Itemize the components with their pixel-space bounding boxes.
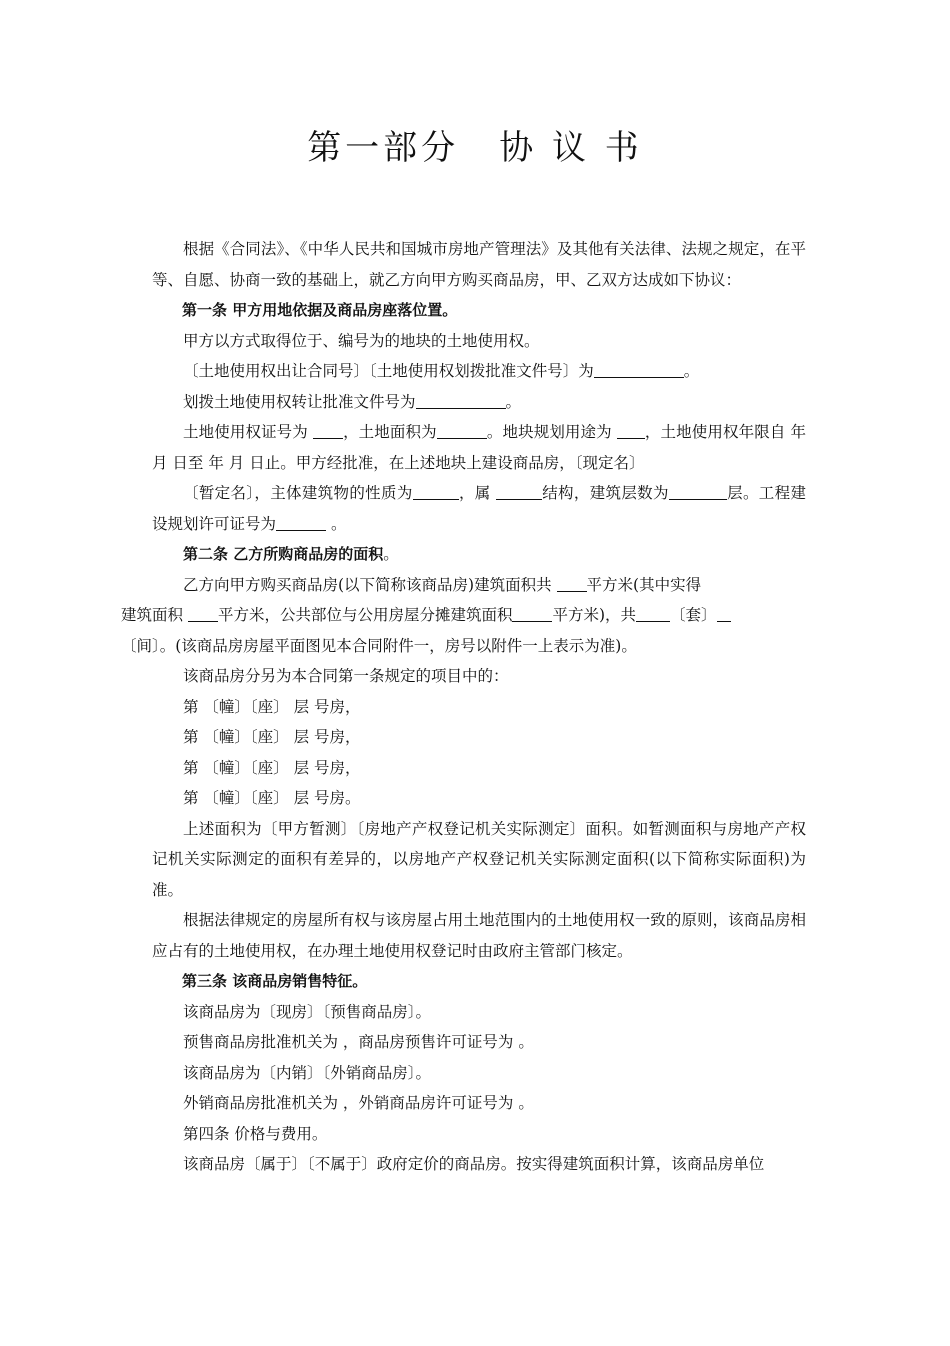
blank-line: [717, 605, 731, 622]
blank-line: [276, 514, 326, 531]
unit-line: 第 〔幢〕〔座〕 层 号房，: [183, 758, 361, 777]
article-4-heading: 第四条 价格与费用。: [183, 1124, 328, 1143]
text: 〔套〕: [670, 606, 717, 624]
text: 平方米(其中实得: [586, 575, 702, 594]
blank-line: [416, 392, 506, 409]
text: 平方米，公共部位与公用房屋分摊建筑面积: [217, 606, 513, 624]
article-2-para-3: 上述面积为〔甲方暂测〕〔房地产产权登记机关实际测定〕面积。如暂测面积与房地产产权记机关实际测定的面积有差异的，以房地产产权登记机关实际测定面积(以下简称实际面积)为准。: [152, 819, 806, 899]
article-3-heading: 第三条 该商品房销售特征。: [182, 972, 368, 990]
blank-line: [188, 605, 218, 622]
text: ，属: [458, 484, 496, 502]
article-3-para-2: 预售商品房批准机关为 ，商品房预售许可证号为 。: [183, 1033, 534, 1051]
blank-line: [636, 605, 670, 622]
text: 乙方向甲方购买商品房(以下简称该商品房)建筑面积共: [183, 575, 557, 594]
text: 层。工程建设规划许可证号为: [152, 484, 806, 533]
text: 结构，建筑层数为: [541, 484, 669, 502]
unit-line: 第 〔幢〕〔座〕 层 号房。: [183, 789, 361, 807]
text: 土地使用权证号为: [183, 423, 313, 441]
article-2-para-2: 该商品房分另为本合同第一条规定的项目中的：: [183, 667, 509, 685]
intro-paragraph: 根据《合同法》、《中华人民共和国城市房地产管理法》及其他有关法律、法规之规定，在平等、自愿、协商一致的基础上，就乙方向甲方购买商品房，甲、乙双方达成如下协议：: [152, 240, 806, 289]
text: 建筑面积: [121, 606, 188, 624]
blank-line: [512, 605, 552, 622]
text: 。: [326, 514, 347, 533]
article-4-para-1: 该商品房〔属于〕〔不属于〕政府定价的商品房。按实得建筑面积计算，该商品房单位: [183, 1155, 765, 1173]
article-3-para-1: 该商品房为〔现房〕〔预售商品房〕。: [183, 1002, 432, 1021]
text: 〔间〕。(该商品房房屋平面图见本合同附件一，房号以附件一上表示为准)。: [121, 636, 637, 655]
article-1-para-2: [152, 356, 806, 387]
article-2-para-4: 根据法律规定的房屋所有权与该房屋占用土地范围内的土地使用权一致的原则，该商品房相应占有的土地使用权，在办理土地使用权登记时由政府主管部门核定。: [152, 911, 806, 960]
blank-line: [594, 361, 684, 378]
article-1-para-1: 甲方以方式取得位于、编号为的地块的土地使用权。: [183, 331, 540, 350]
blank-line: [557, 575, 587, 592]
text: 第二条 乙方所购商品房的面积: [183, 545, 384, 563]
unit-line: 第 〔幢〕〔座〕 层 号房，: [183, 728, 361, 746]
article-1-para-3: [152, 387, 806, 418]
article-1-heading: 第一条 甲方用地依据及商品房座落位置。: [182, 301, 458, 319]
blank-line: [437, 422, 487, 439]
text: 〔土地使用权出让合同号〕〔土地使用权划拨批准文件号〕为: [183, 362, 594, 380]
blank-line: [413, 483, 459, 500]
article-3-para-3: 该商品房为〔内销〕〔外销商品房〕。: [183, 1063, 432, 1082]
blank-line: [313, 422, 343, 439]
text: 。: [383, 545, 399, 563]
article-2-para-1: [121, 570, 806, 662]
article-2-heading: [152, 539, 806, 570]
title-name: 协 议 书: [499, 128, 643, 168]
article-1-para-5: [152, 478, 806, 539]
title-part: 第一部分: [307, 128, 460, 168]
text: 平方米)，共: [552, 606, 637, 624]
page-title: [0, 120, 950, 169]
text: 〔暂定名〕，主体建筑物的性质为: [183, 484, 413, 502]
text: 。: [505, 392, 522, 411]
blank-line: [617, 422, 645, 439]
text: 。地块规划用途为: [486, 423, 617, 441]
document-body: [121, 234, 806, 1180]
text: ，土地使用权年限自 年 月 日至 年 月 日止。甲方经批准，在上述地块上建设商品房，〔现定名〕: [152, 423, 806, 472]
text: 。: [683, 362, 700, 380]
blank-line: [669, 483, 727, 500]
blank-line: [496, 483, 542, 500]
article-3-para-4: 外销商品房批准机关为 ，外销商品房许可证号为 。: [183, 1094, 534, 1112]
article-1-para-4: [152, 417, 806, 478]
unit-line: 第 〔幢〕〔座〕 层 号房，: [183, 697, 361, 716]
text: 划拨土地使用权转让批准文件号为: [183, 392, 416, 411]
text: ，土地面积为: [342, 423, 437, 441]
